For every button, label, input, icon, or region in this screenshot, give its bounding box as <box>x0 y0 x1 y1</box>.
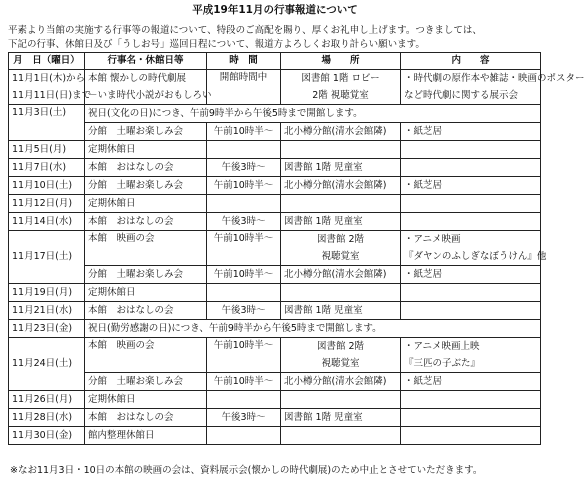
event-cell: 本館 おはなしの会 <box>85 159 207 177</box>
table-row <box>9 177 541 195</box>
place-cell: 図書館 1階 児童室 <box>281 302 401 320</box>
time-cell: 午前10時半～ <box>207 338 281 373</box>
header-date: 月 日（曜日） <box>9 53 85 70</box>
date-cell: 11月21日(水) <box>9 302 85 320</box>
date-cell: 11月1日(木)から 11月11日(日)まで <box>9 70 85 105</box>
time-cell: 開館時間中 <box>207 70 281 105</box>
table-row <box>9 338 541 373</box>
place-cell: 図書館 1階 児童室 <box>281 213 401 231</box>
event-cell: 分館 土曜お楽しみ会 <box>85 266 207 284</box>
time-cell: 午後3時～ <box>207 302 281 320</box>
content-cell: ・紙芝居 <box>401 266 541 284</box>
date-cell: 11月7日(水) <box>9 159 85 177</box>
table-row <box>9 70 541 105</box>
event-cell: 本館 おはなしの会 <box>85 302 207 320</box>
content-cell: ・時代劇の原作本や雑誌・映画のポスター など時代劇に関する展示会 <box>401 70 541 105</box>
place-cell: 北小樽分館(清水会館隣) <box>281 123 401 141</box>
table-row <box>9 302 541 320</box>
date-cell: 11月10日(土) <box>9 177 85 195</box>
content-cell: ・紙芝居 <box>401 123 541 141</box>
date-cell: 11月14日(水) <box>9 213 85 231</box>
table-row <box>9 123 541 141</box>
event-cell: 本館 おはなしの会 <box>85 213 207 231</box>
place-cell: 図書館 2階 視聴覚室 <box>281 338 401 373</box>
place-cell: 北小樽分館(清水会館隣) <box>281 177 401 195</box>
date-cell: 11月28日(水) <box>9 409 85 427</box>
header-content: 内 容 <box>401 53 541 70</box>
time-cell: 午後3時～ <box>207 159 281 177</box>
time-cell: 午前10時半～ <box>207 373 281 391</box>
event-cell: 本館 映画の会 <box>85 231 207 266</box>
content-cell: ・アニメ映画上映 『三匹の子ぶた』 <box>401 338 541 373</box>
date-cell: 11月12日(月) <box>9 195 85 213</box>
content-cell: ・紙芝居 <box>401 177 541 195</box>
date-cell: 11月17日(土) <box>9 231 85 284</box>
date-cell: 11月3日(土) <box>9 105 85 141</box>
table-row <box>9 373 541 391</box>
place-cell: 図書館 1階 児童室 <box>281 159 401 177</box>
document-title: 平成19年11月の行事報道について <box>192 4 358 16</box>
table-row <box>9 284 541 302</box>
time-cell: 午後3時～ <box>207 213 281 231</box>
event-cell: 本館 映画の会 <box>85 338 207 373</box>
holiday-notice: 祝日(文化の日)につき、午前9時半から午後5時まで開館します。 <box>85 105 541 123</box>
intro-line-2: 下記の行事、休館日及び「うしお号」巡回日程について、報道方よろしくお取り計らい願います。 <box>8 38 425 50</box>
header-time: 時 間 <box>207 53 281 70</box>
place-cell: 図書館 2階 視聴覚室 <box>281 231 401 266</box>
place-cell: 図書館 1階 ロビー 2階 視聴覚室 <box>281 70 401 105</box>
time-cell: 午前10時半～ <box>207 266 281 284</box>
table-row <box>9 141 541 159</box>
table-row <box>9 159 541 177</box>
event-cell: 本館 懐かしの時代劇展 －いま時代小説がおもしろい <box>85 70 207 105</box>
table-row <box>9 409 541 427</box>
table-header-row <box>9 53 541 70</box>
event-cell: 本館 おはなしの会 <box>85 409 207 427</box>
place-cell: 北小樽分館(清水会館隣) <box>281 373 401 391</box>
time-cell: 午前10時半～ <box>207 231 281 266</box>
header-place: 場 所 <box>281 53 401 70</box>
table-row <box>9 105 541 123</box>
table-row <box>9 320 541 338</box>
event-cell: 定期休館日 <box>85 141 207 159</box>
table-row <box>9 391 541 409</box>
event-cell: 定期休館日 <box>85 284 207 302</box>
date-cell: 11月26日(月) <box>9 391 85 409</box>
schedule-table <box>8 52 585 445</box>
table-row <box>9 231 541 266</box>
event-cell: 館内整理休館日 <box>85 427 207 445</box>
date-cell: 11月5日(月) <box>9 141 85 159</box>
date-cell: 11月30日(金) <box>9 427 85 445</box>
content-cell: ・アニメ映画 『ダヤンのふしぎなぼうけん』他 <box>401 231 541 266</box>
time-cell: 午前10時半～ <box>207 177 281 195</box>
content-cell: ・紙芝居 <box>401 373 541 391</box>
date-cell: 11月23日(金) <box>9 320 85 338</box>
header-event: 行事名・休館日等 <box>85 53 207 70</box>
date-cell: 11月19日(月) <box>9 284 85 302</box>
table-row <box>9 195 541 213</box>
table-row <box>9 427 541 445</box>
intro-paragraph <box>8 24 544 52</box>
event-cell: 分館 土曜お楽しみ会 <box>85 123 207 141</box>
footnote: ※なお11月3日・10日の本館の映画の会は、資料展示会(懐かしの時代劇展)のため中止とさせていただきます。 <box>10 465 483 476</box>
time-cell: 午後3時～ <box>207 409 281 427</box>
event-cell: 分館 土曜お楽しみ会 <box>85 373 207 391</box>
date-cell: 11月24日(土) <box>9 338 85 391</box>
table-row <box>9 266 541 284</box>
event-cell: 定期休館日 <box>85 391 207 409</box>
intro-line-1: 平素より当館の実施する行事等の報道について、特段のご高配を賜り、厚くお礼申し上げます。つきましては、 <box>8 25 482 36</box>
event-cell: 分館 土曜お楽しみ会 <box>85 177 207 195</box>
holiday-notice: 祝日(勤労感謝の日)につき、午前9時半から午後5時まで開館します。 <box>85 320 541 338</box>
place-cell: 北小樽分館(清水会館隣) <box>281 266 401 284</box>
place-cell: 図書館 1階 児童室 <box>281 409 401 427</box>
time-cell: 午前10時半～ <box>207 123 281 141</box>
event-cell: 定期休館日 <box>85 195 207 213</box>
table-row <box>9 213 541 231</box>
